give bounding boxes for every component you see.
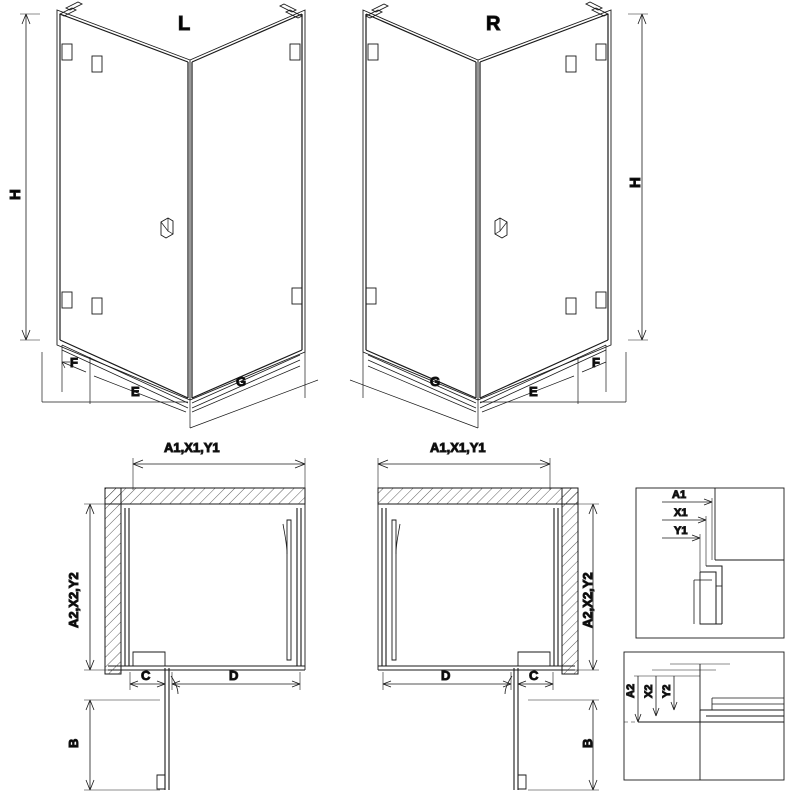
iso-view-left xyxy=(20,2,318,428)
detail-a1-label: A1 xyxy=(672,489,687,501)
plan-view-right xyxy=(378,458,599,790)
plan-left-side-label: A2,X2,Y2 xyxy=(66,572,81,628)
iso-left-e-label: E xyxy=(131,384,140,399)
plan-left-c-label: C xyxy=(141,668,151,683)
plan-left-b-label: B xyxy=(66,738,81,748)
plan-right-side-label: A2,X2,Y2 xyxy=(580,572,595,628)
plan-right-d-label: D xyxy=(441,668,451,683)
plan-left-d-label: D xyxy=(229,668,239,683)
detail-y1-label: Y1 xyxy=(674,525,688,537)
iso-left-h-label: H xyxy=(7,189,24,200)
plan-right-c-label: C xyxy=(529,668,539,683)
plan-right-top-label: A1,X1,Y1 xyxy=(430,440,486,455)
detail-x1-label: X1 xyxy=(674,507,688,519)
iso-left-f-label: F xyxy=(70,355,78,370)
detail-a2-label: A2 xyxy=(625,683,637,698)
iso-right-h-label: H xyxy=(627,177,644,188)
detail-x2-label: X2 xyxy=(643,684,655,698)
plan-right-b-label: B xyxy=(580,738,595,748)
iso-right-e-label: E xyxy=(529,384,538,399)
plan-view-left xyxy=(84,458,305,790)
plan-left-top-label: A1,X1,Y1 xyxy=(164,440,220,455)
iso-left-title: L xyxy=(178,13,191,35)
iso-right-title: R xyxy=(486,13,501,35)
iso-right-g-label: G xyxy=(430,374,441,389)
detail-view-top xyxy=(636,488,784,638)
detail-y2-label: Y2 xyxy=(661,684,673,698)
iso-right-f-label: F xyxy=(592,355,600,370)
iso-left-g-label: G xyxy=(236,374,247,389)
detail-view-bottom xyxy=(624,652,784,780)
iso-view-right xyxy=(350,2,648,428)
